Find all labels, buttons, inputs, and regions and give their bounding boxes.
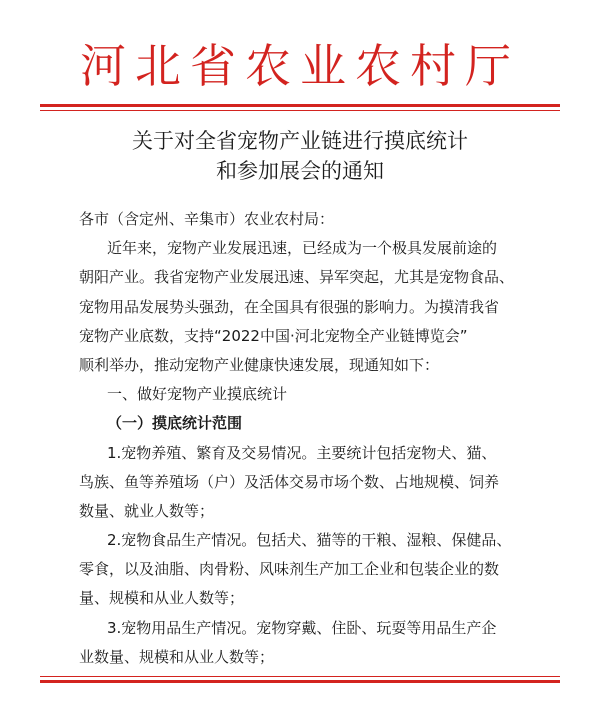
paragraph-line: 朝阳产业。我省宠物产业发展迅速、异军突起，尤其是宠物食品、 [79, 268, 515, 287]
document-body [79, 205, 525, 672]
paragraph-line: 3.宠物用品生产情况。宠物穿戴、住卧、玩耍等用品生产企 [107, 618, 497, 637]
paragraph-line: 鸟族、鱼等养殖场（户）及活体交易市场个数、占地规模、饲养 [79, 472, 500, 491]
paragraph-line: 零食，以及油脂、肉骨粉、风味剂生产加工企业和包装企业的数 [79, 560, 500, 579]
subsection-heading-1: （一）摸底统计范围 [107, 414, 243, 433]
paragraph-line: 近年来，宠物产业发展迅速，已经成为一个极具发展前途的 [107, 239, 498, 258]
paragraph-line: 数量、就业人数等； [79, 501, 215, 520]
paragraph-line: 2.宠物食品生产情况。包括犬、猫等的干粮、湿粮、保健品、 [107, 531, 512, 550]
salutation: 各市（含定州、辛集市）农业农村局： [79, 210, 335, 228]
masthead-rule-thin [40, 110, 560, 111]
document-title-line-1: 关于对全省宠物产业链进行摸底统计 [132, 129, 468, 153]
paragraph-line: 业数量、规模和从业人数等； [79, 647, 275, 666]
paragraph-line: 宠物产业底数，支持“2022中国·河北宠物全产业链博览会” [79, 326, 468, 345]
masthead-title: 河北省农业农村厅 [80, 39, 520, 93]
footer-rule-thin [40, 676, 560, 677]
section-heading-1: 一、做好宠物产业摸底统计 [107, 385, 288, 404]
paragraph-line: 宠物用品发展势头强劲，在全国具有很强的影响力。为摸清我省 [79, 297, 500, 316]
footer-rule-thick [40, 680, 560, 683]
paragraph-line: 量、规模和从业人数等； [79, 589, 245, 608]
masthead-rule-thick [40, 104, 560, 107]
paragraph-line: 1.宠物养殖、繁育及交易情况。主要统计包括宠物犬、猫、 [107, 443, 497, 462]
paragraph-line: 顺利举办，推动宠物产业健康快速发展，现通知如下： [79, 355, 440, 374]
document-title-line-2: 和参加展会的通知 [216, 159, 384, 183]
